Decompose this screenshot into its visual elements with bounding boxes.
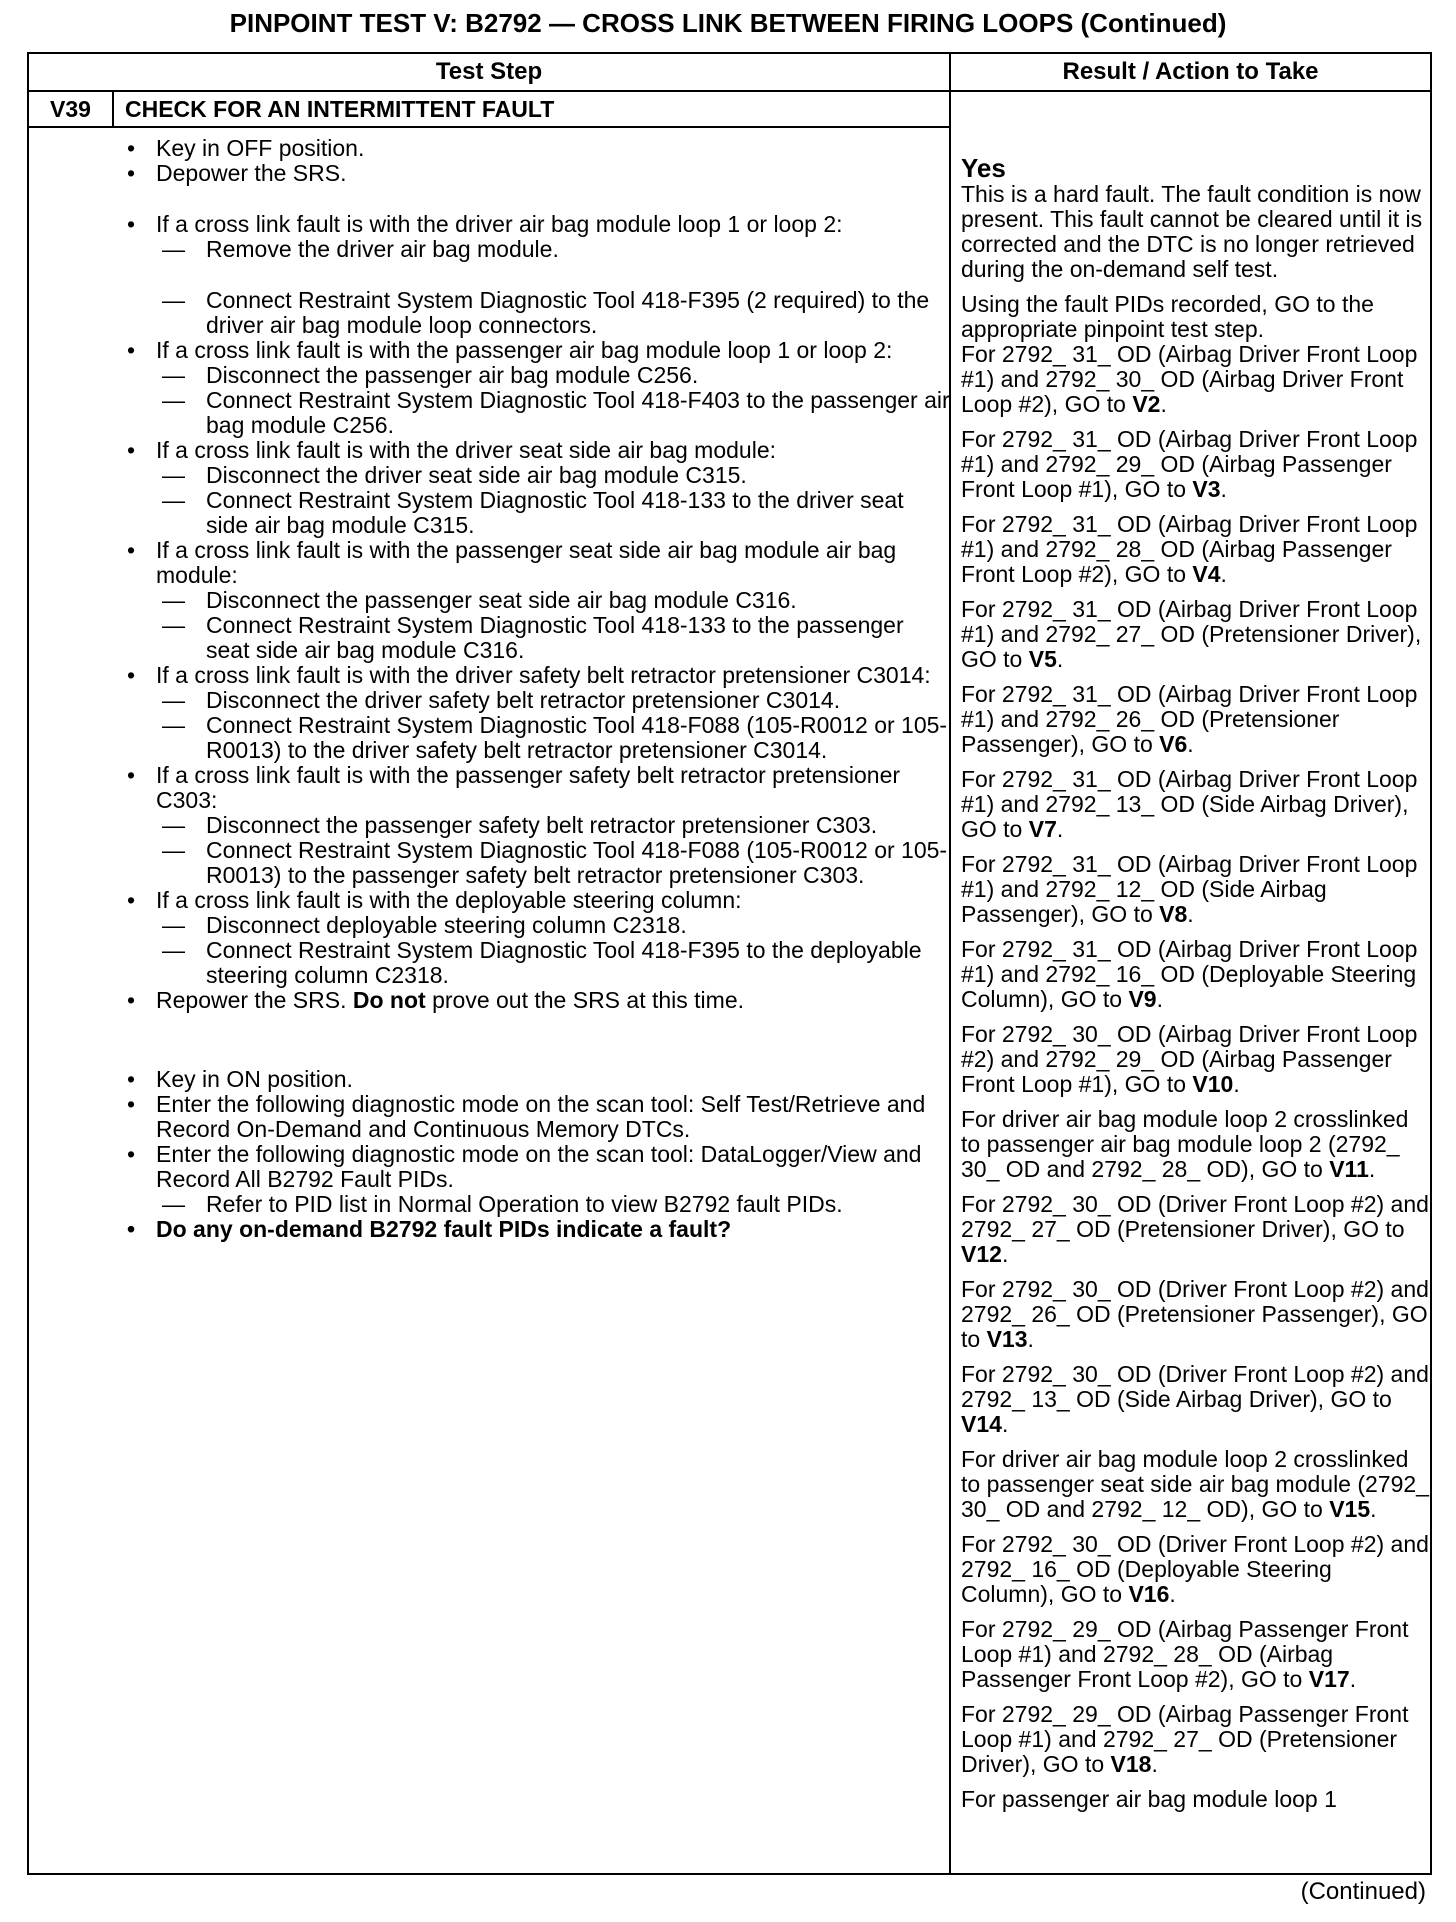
goto-step-link: V18 [1110, 1751, 1152, 1777]
step-subitem: — Disconnect deployable steering column C2318. [112, 913, 952, 938]
step-item: • If a cross link fault is with the driver safety belt retractor pretensioner C3014: [112, 663, 952, 688]
continued-label: (Continued) [1300, 1878, 1426, 1905]
step-subitem: — Connect Restraint System Diagnostic Tool 418-F395 (2 required) to the driver air bag module loop connectors. [112, 288, 952, 338]
step-item: • If a cross link fault is with the passenger air bag module loop 1 or loop 2: [112, 338, 952, 363]
result-goto-item: For 2792_ 29_ OD (Airbag Passenger Front Loop #1) and 2792_ 27_ OD (Pretensioner Driver), GO to V18. [961, 1701, 1409, 1777]
step-item: • If a cross link fault is with the driver seat side air bag module: [112, 438, 952, 463]
result-goto-item: For 2792_ 31_ OD (Airbag Driver Front Loop #1) and 2792_ 12_ OD (Side Airbag Passenger), GO to V8. [961, 851, 1418, 927]
step-item: • If a cross link fault is with the passenger safety belt retractor pretensioner C303: [112, 763, 952, 813]
goto-step-link: V4 [1192, 561, 1221, 587]
step-id-divider [112, 90, 114, 126]
goto-step-link: V8 [1159, 901, 1188, 927]
goto-step-link: V14 [961, 1411, 1002, 1437]
step-subitem: — Disconnect the passenger seat side air bag module C316. [112, 588, 952, 613]
result-intro: This is a hard fault. The fault condition is now present. This fault cannot be cleared until it is corrected and the DTC is no longer retrieved during the on-demand self test. [961, 181, 1423, 282]
goto-step-link: V16 [1128, 1581, 1170, 1607]
step-item: • If a cross link fault is with the passenger seat side air bag module air bag module: [112, 538, 952, 588]
step-subitem: — Connect Restraint System Diagnostic Tool 418-F403 to the passenger air bag module C256. [112, 388, 952, 438]
result-goto-list [961, 342, 1431, 1812]
step-item: • Enter the following diagnostic mode on the scan tool: DataLogger/View and Record All B2792 Fault PIDs. [112, 1142, 952, 1192]
result-goto-item: For 2792_ 30_ OD (Airbag Driver Front Loop #2) and 2792_ 29_ OD (Airbag Passenger Front Loop #1), GO to V10. [961, 1021, 1418, 1097]
test-step-instructions [112, 130, 952, 1242]
step-item-repower: • Repower the SRS. Do not prove out the SRS at this time. [112, 988, 952, 1013]
step-subitem: — Disconnect the passenger air bag module C256. [112, 363, 952, 388]
result-action-column [951, 128, 1431, 1812]
step-item: • If a cross link fault is with the deployable steering column: [112, 888, 952, 913]
header-result: Result / Action to Take [1062, 58, 1319, 85]
result-goto-item: For 2792_ 30_ OD (Driver Front Loop #2) and 2792_ 27_ OD (Pretensioner Driver), GO to V12. [961, 1191, 1429, 1267]
goto-step-link: V17 [1308, 1666, 1350, 1692]
page-title: PINPOINT TEST V: B2792 — CROSS LINK BETWEEN FIRING LOOPS (Continued) [229, 8, 1227, 38]
step-subitem: — Connect Restraint System Diagnostic Tool 418-F395 to the deployable steering column C2318. [112, 938, 952, 988]
step-subitem: — Connect Restraint System Diagnostic Tool 418-F088 (105-R0012 or 105-R0013) to the passenger safety belt retractor pretensioner C303. [112, 838, 952, 888]
goto-step-link: V12 [961, 1241, 1002, 1267]
goto-step-link: V13 [986, 1326, 1028, 1352]
result-goto-item: For 2792_ 30_ OD (Driver Front Loop #2) and 2792_ 16_ OD (Deployable Steering Column), GO to V16. [961, 1531, 1429, 1607]
goto-step-link: V2 [1132, 391, 1161, 417]
step-question: • Do any on-demand B2792 fault PIDs indicate a fault? [112, 1217, 952, 1242]
step-row-divider [29, 126, 949, 128]
goto-step-link: V11 [1329, 1156, 1369, 1182]
result-goto-item: For 2792_ 31_ OD (Airbag Driver Front Loop #1) and 2792_ 29_ OD (Airbag Passenger Front Loop #1), GO to V3. [961, 426, 1418, 502]
step-item: • If a cross link fault is with the driver air bag module loop 1 or loop 2: [112, 212, 952, 237]
step-subitem: — Connect Restraint System Diagnostic Tool 418-133 to the driver seat side air bag module C315. [112, 488, 952, 538]
step-item: • Depower the SRS. [112, 161, 952, 186]
step-subitem: — Disconnect the driver seat side air bag module C315. [112, 463, 952, 488]
result-goto-item: For 2792_ 31_ OD (Airbag Driver Front Loop #1) and 2792_ 26_ OD (Pretensioner Passenger), GO to V6. [961, 681, 1418, 757]
step-subitem: — Connect Restraint System Diagnostic Tool 418-133 to the passenger seat side air bag module C316. [112, 613, 952, 663]
goto-step-link: V10 [1192, 1071, 1234, 1097]
step-id: V39 [50, 96, 91, 122]
goto-step-link: V9 [1128, 986, 1157, 1012]
goto-step-link: V3 [1192, 476, 1221, 502]
step-subitem: — Disconnect the passenger safety belt retractor pretensioner C303. [112, 813, 952, 838]
goto-step-link: V15 [1329, 1496, 1371, 1522]
result-goto-item: For 2792_ 31_ OD (Airbag Driver Front Loop #1) and 2792_ 27_ OD (Pretensioner Driver), GO to V5. [961, 596, 1422, 672]
result-goto-item: For passenger air bag module loop 1 [961, 1786, 1337, 1812]
pinpoint-test-table [27, 52, 1432, 1875]
goto-step-link: V7 [1028, 816, 1057, 842]
result-goto-item: For 2792_ 31_ OD (Airbag Driver Front Loop #1) and 2792_ 28_ OD (Airbag Passenger Front Loop #2), GO to V4. [961, 511, 1418, 587]
step-item: • Key in OFF position. [112, 136, 952, 161]
result-yes-label: Yes [961, 153, 1006, 183]
result-goto-item: For 2792_ 30_ OD (Driver Front Loop #2) and 2792_ 13_ OD (Side Airbag Driver), GO to V14. [961, 1361, 1429, 1437]
header-test-step: Test Step [435, 58, 543, 85]
result-goto-item: For driver air bag module loop 2 crosslinked to passenger air bag module loop 2 (2792_ 30_ OD and 2792_ 28_ OD), GO to V11. [961, 1106, 1409, 1182]
step-item: • Enter the following diagnostic mode on the scan tool: Self Test/Retrieve and Record On-Demand and Continuous Memory DTCs. [112, 1092, 952, 1142]
result-goto-item: For 2792_ 31_ OD (Airbag Driver Front Loop #1) and 2792_ 16_ OD (Deployable Steering Column), GO to V9. [961, 936, 1418, 1012]
step-title: CHECK FOR AN INTERMITTENT FAULT [125, 96, 555, 122]
goto-step-link: V6 [1159, 731, 1188, 757]
result-intro-2: Using the fault PIDs recorded, GO to the appropriate pinpoint test step. [961, 291, 1374, 342]
result-goto-item: For 2792_ 31_ OD (Airbag Driver Front Loop #1) and 2792_ 13_ OD (Side Airbag Driver), GO to V7. [961, 766, 1418, 842]
result-goto-item: For driver air bag module loop 2 crosslinked to passenger seat side air bag module (2792_ 30_ OD and 2792_ 12_ OD), GO to V15. [961, 1446, 1429, 1522]
step-item: • Key in ON position. [112, 1067, 952, 1092]
goto-step-link: V5 [1028, 646, 1057, 672]
result-goto-item: For 2792_ 31_ OD (Airbag Driver Front Loop #1) and 2792_ 30_ OD (Airbag Driver Front Loop #2), GO to V2. [961, 341, 1418, 417]
step-subitem: — Remove the driver air bag module. [112, 237, 952, 262]
step-subitem: — Disconnect the driver safety belt retractor pretensioner C3014. [112, 688, 952, 713]
result-goto-item: For 2792_ 30_ OD (Driver Front Loop #2) and 2792_ 26_ OD (Pretensioner Passenger), GO to V13. [961, 1276, 1429, 1352]
step-subitem: — Refer to PID list in Normal Operation to view B2792 fault PIDs. [112, 1192, 952, 1217]
result-goto-item: For 2792_ 29_ OD (Airbag Passenger Front Loop #1) and 2792_ 28_ OD (Airbag Passenger Front Loop #2), GO to V17. [961, 1616, 1409, 1692]
step-subitem: — Connect Restraint System Diagnostic Tool 418-F088 (105-R0012 or 105-R0013) to the driver safety belt retractor pretensioner C3014. [112, 713, 952, 763]
